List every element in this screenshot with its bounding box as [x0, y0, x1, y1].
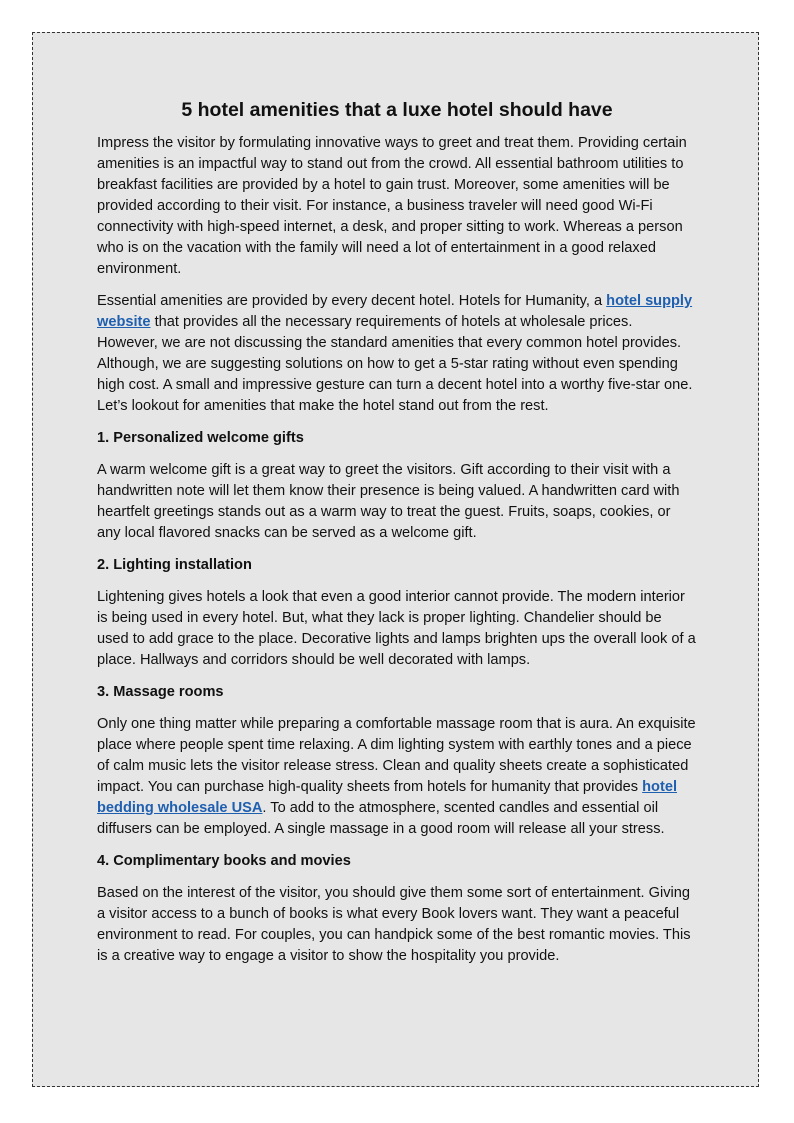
hotel-bedding-wholesale-link[interactable]: hotel bedding wholesale USA — [97, 779, 678, 816]
section-heading-books-movies: 4. Complimentary books and movies — [97, 853, 351, 869]
section-heading-welcome-gifts: 1. Personalized welcome gifts — [97, 430, 304, 446]
section-body-lighting: Lightening gives hotels a look that even a good interior cannot provide. The modern interior is being used in every hotel. But, what they lack is proper lighting. Chandelier should be used to add grace to the place. Decorative lights and lamps brighten ups the overall look of a place. Hallways and corridors should be well decorated with lamps. — [97, 589, 696, 668]
second-paragraph-text-after: that provides all the necessary requirements of hotels at wholesale prices. However, we are not discussing the standard amenities that every common hotel provides. Although, we are suggesting solutions on how to get a 5-star rating without even spending high cost. A small and impressive gesture can turn a decent hotel into a worthy five-star one. Let’s lookout for amenities that make the hotel stand out from the rest. — [97, 314, 693, 414]
second-paragraph-text-before: Essential amenities are provided by every decent hotel. Hotels for Humanity, a — [97, 293, 607, 309]
section-body-books-movies: Based on the interest of the visitor, you should give them some sort of entertainment. Giving a visitor access to a bunch of books is what every Book lovers want. They want a peaceful environment to read. For couples, you can handpick some of the best romantic movies. This is a creative way to engage a visitor to show the hospitality you provide. — [97, 885, 691, 964]
section-heading-lighting: 2. Lighting installation — [97, 557, 252, 573]
section-body-massage-rooms — [97, 714, 697, 840]
section-heading-massage-rooms: 3. Massage rooms — [97, 684, 224, 700]
document-page — [32, 32, 759, 1087]
second-paragraph — [97, 291, 697, 417]
document-content — [97, 95, 697, 978]
section-body-welcome-gifts: A warm welcome gift is a great way to greet the visitors. Gift according to their visit with a handwritten note will let them know their presence is being valued. A handwritten card with heartfelt greetings stands out as a warm way to treat the guest. Fruits, soaps, cookies, or any local flavored snacks can be served as a welcome gift. — [97, 462, 680, 541]
hotel-supply-website-link[interactable]: hotel supply website — [97, 293, 693, 330]
massage-text-after: . To add to the atmosphere, scented candles and essential oil diffusers can be employed. A single massage in a good room will release all your stress. — [97, 800, 665, 837]
massage-text-before: Only one thing matter while preparing a comfortable massage room that is aura. An exquisite place where people spent time relaxing. A dim lighting system with earthly tones and a piece of calm music lets the visitor release stress. Clean and quality sheets create a sophisticated impact. You can purchase high-quality sheets from hotels for humanity that provides — [97, 716, 696, 795]
intro-paragraph: Impress the visitor by formulating innovative ways to greet and treat them. Providing certain amenities is an impactful way to stand out from the crowd. All essential bathroom utilities to breakfast facilities are provided by a hotel to gain trust. Moreover, some amenities will be provided according to their visit. For instance, a business traveler will need good Wi-Fi connectivity with high-speed internet, a desk, and proper sitting to work. Whereas a person who is on the vacation with the family will need a lot of entertainment in a good relaxed environment. — [97, 135, 687, 277]
document-title: 5 hotel amenities that a luxe hotel should have — [181, 99, 613, 121]
